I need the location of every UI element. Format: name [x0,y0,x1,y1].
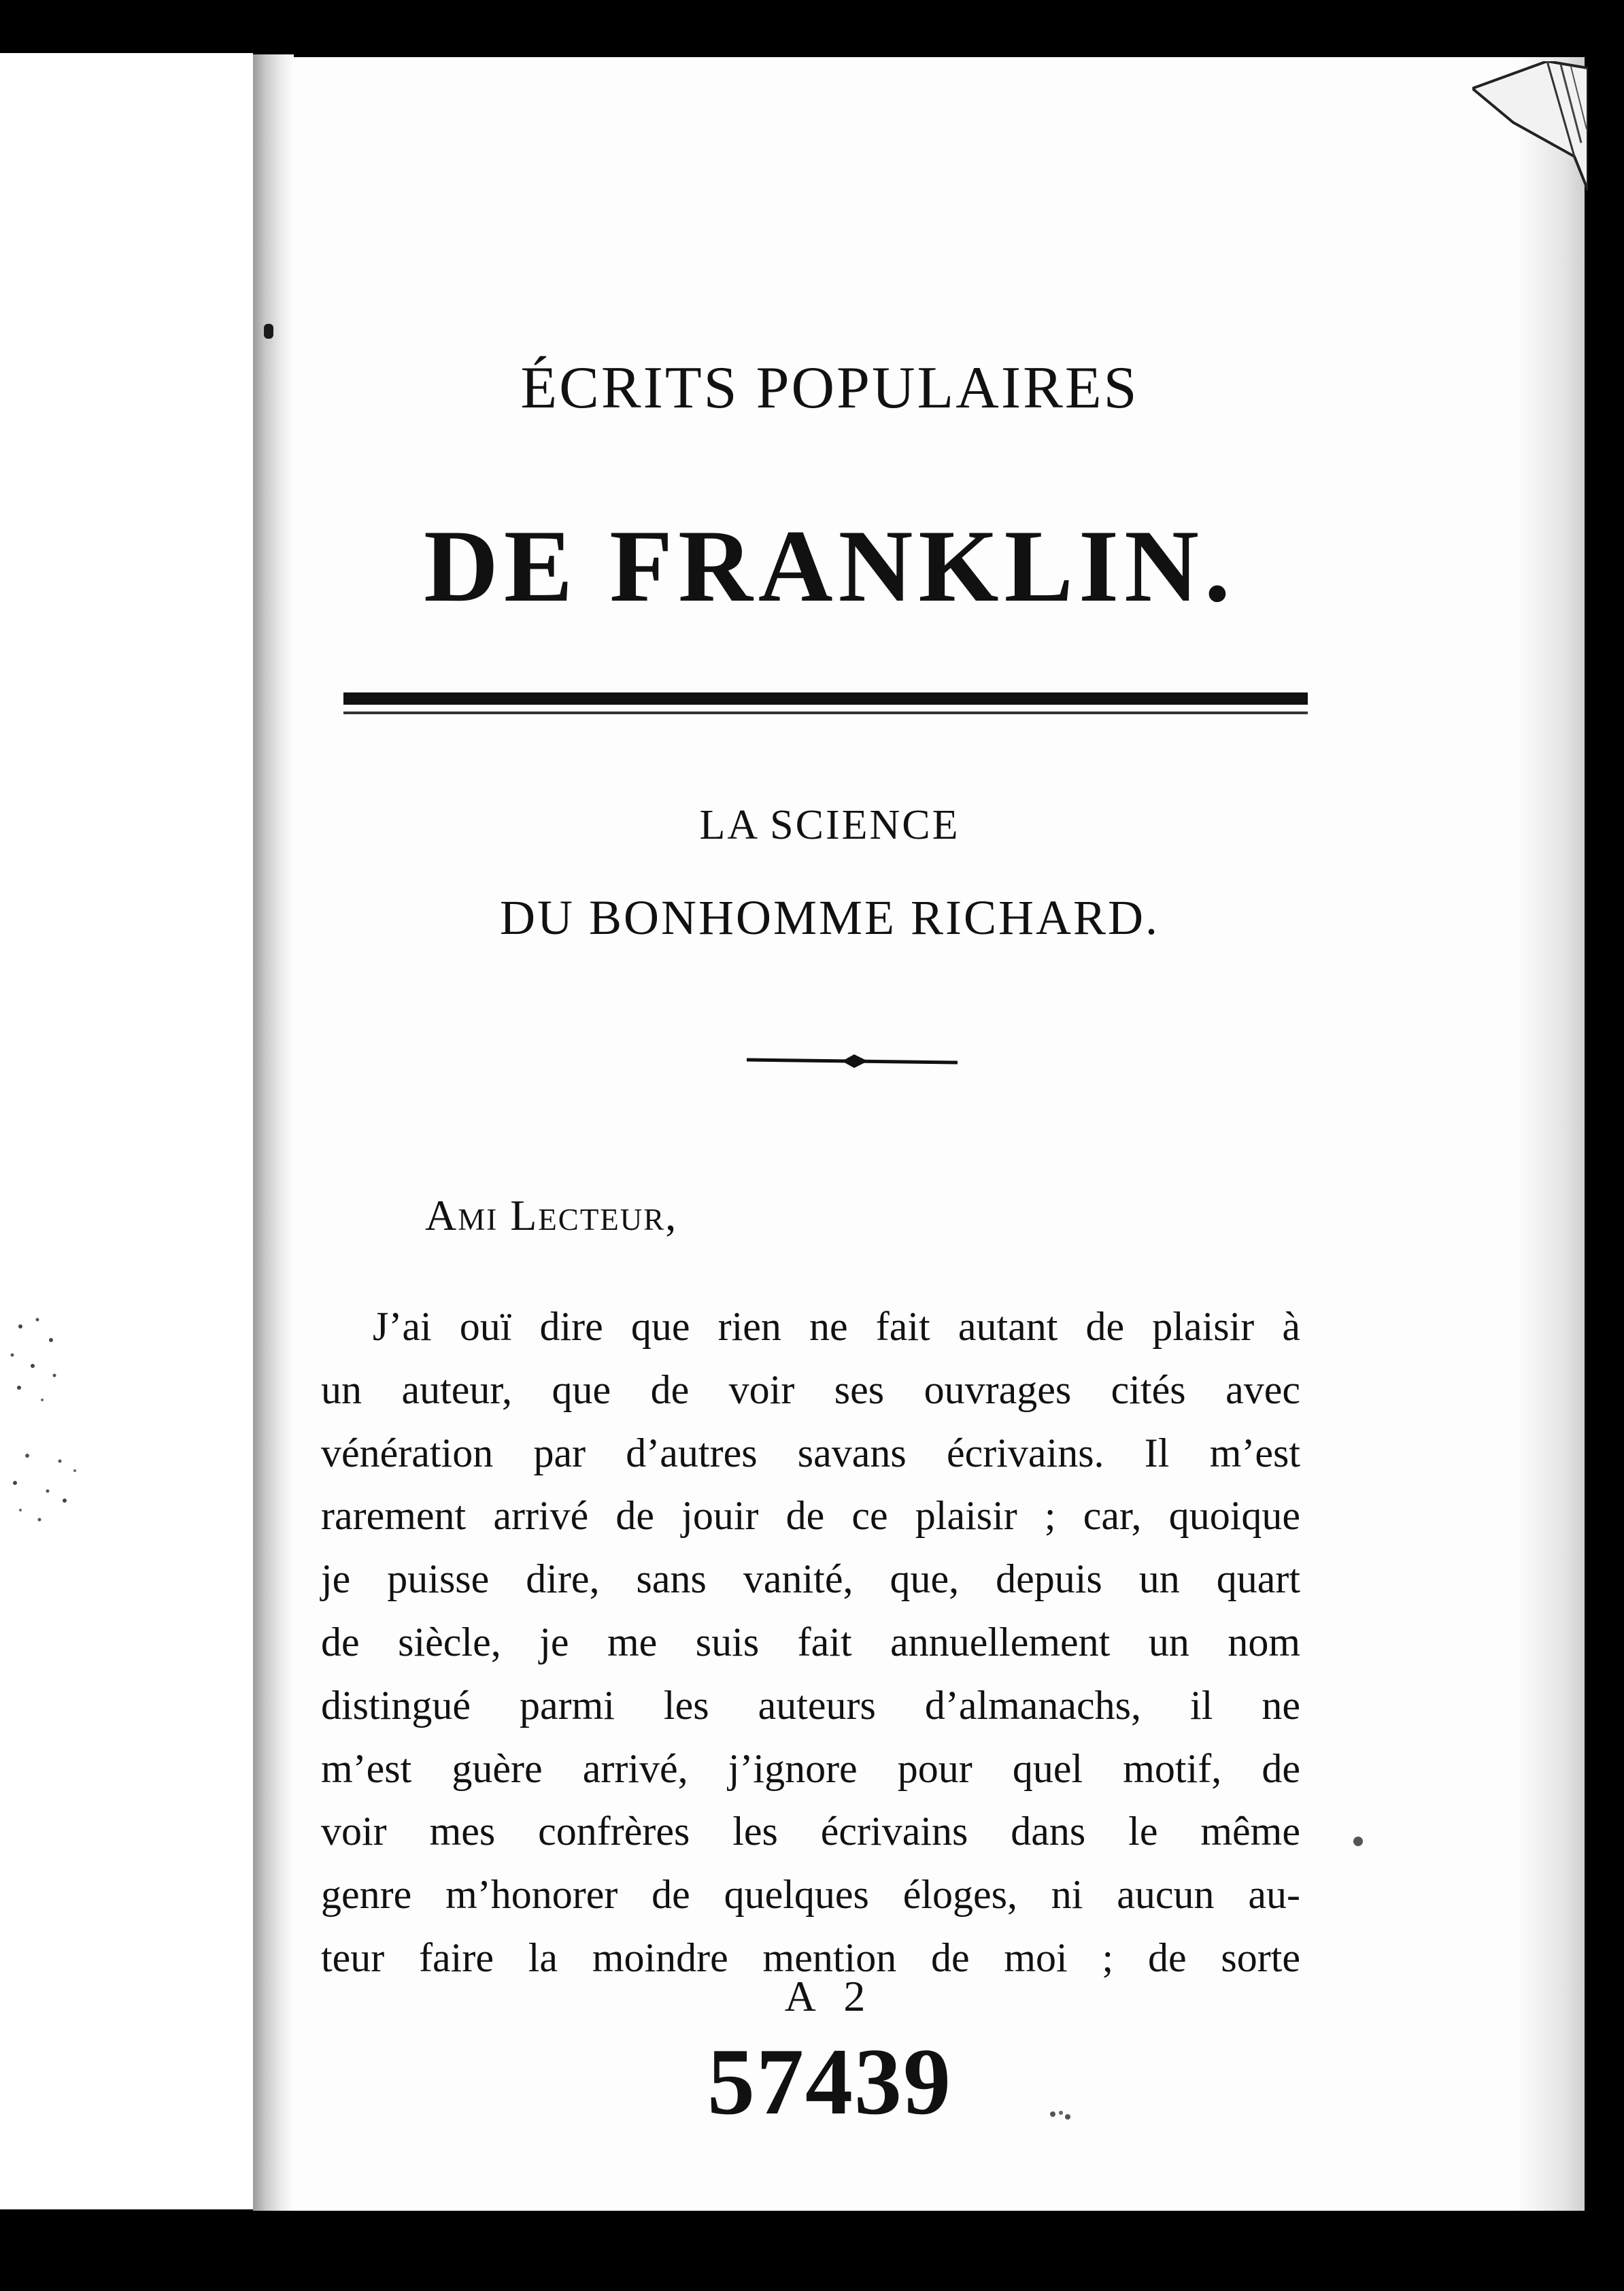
facing-blank-page [0,53,253,2209]
salutation: Ami Lecteur, [425,1191,678,1239]
title-rule-thin [343,712,1308,714]
stamp-number: 57439 [707,2029,952,2135]
title-line-2: DE FRANKLIN. [424,509,1236,623]
body-line: genre m’honorer de quelques éloges, ni aucun au- [321,1872,1300,1918]
body-line: je puisse dire, sans vanité, que, depuis un quart [321,1556,1300,1602]
margin-speck [1353,1837,1363,1846]
folded-corner [1472,61,1588,190]
body-line: m’est guère arrivé, j’ignore pour quel motif, de [321,1745,1300,1791]
subtitle-line-2: DU BONHOMME RICHARD. [499,890,1160,945]
subtitle-line-1: LA SCIENCE [699,802,960,848]
body-paragraph [321,1295,1300,1990]
page-edge-shading [1517,57,1585,2211]
body-line: J’ai ouï dire que rien ne fait autant de plaisir à [373,1304,1300,1349]
signature-mark: A 2 [784,1972,875,2020]
body-line: teur faire la moindre mention de moi ; de sorte [321,1935,1300,1980]
body-line: de siècle, je me suis fait annuellement un nom [321,1619,1300,1665]
title-rule-thick [343,692,1308,705]
binding-gutter-shadow [253,54,294,2211]
ornament-divider [747,1048,958,1075]
facing-page-specks [0,1313,95,1558]
body-line: distingué parmi les auteurs d’almanachs, il ne [321,1682,1300,1728]
spine-mark [264,324,273,339]
body-line: rarement arrivé de jouir de ce plaisir ; car, quoique [321,1493,1300,1539]
ink-speck [1047,2107,1075,2122]
title-line-1: ÉCRITS POPULAIRES [520,355,1139,421]
body-line: un auteur, que de voir ses ouvrages cités avec [321,1367,1300,1412]
body-line: vénération par d’autres savans écrivains. Il m’est [321,1430,1300,1475]
body-line: voir mes confrères les écrivains dans le même [321,1809,1300,1854]
